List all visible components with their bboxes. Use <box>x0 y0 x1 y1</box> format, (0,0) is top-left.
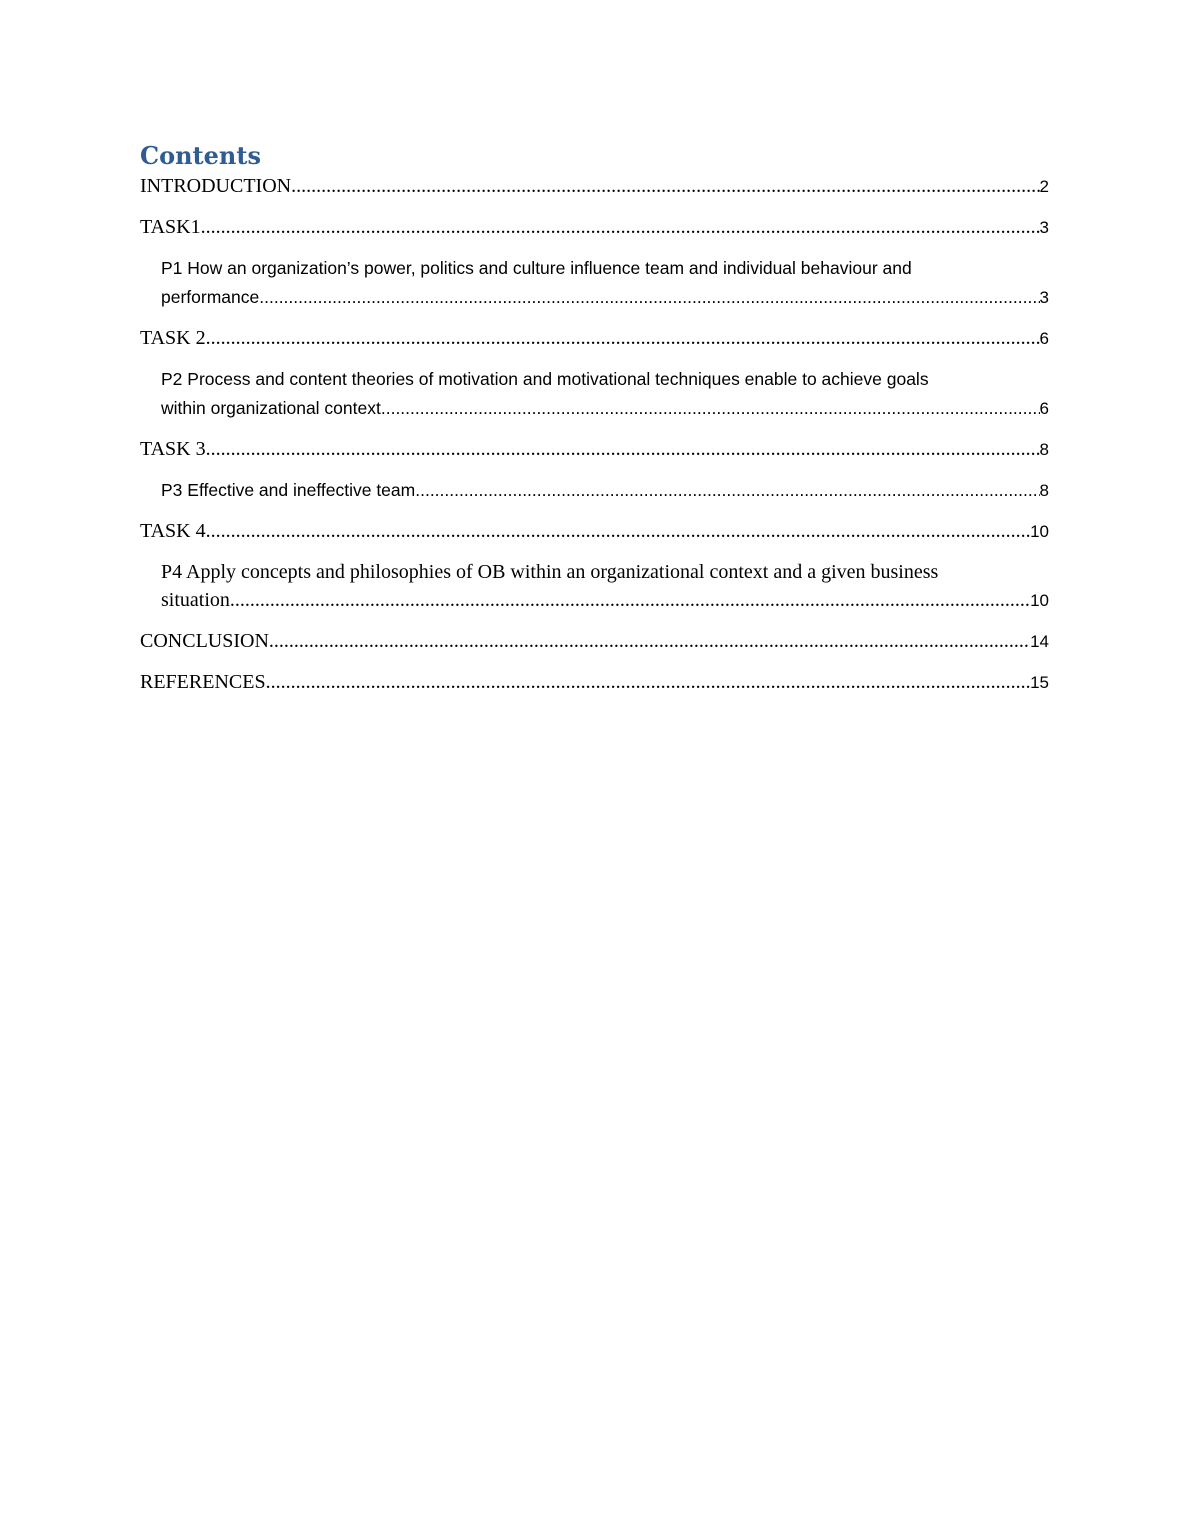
dot-leader <box>291 172 1039 200</box>
dot-leader <box>230 586 1030 614</box>
dot-leader <box>415 476 1039 505</box>
toc-entry-title: TASK 3 <box>140 438 206 460</box>
toc-entry-introduction[interactable] <box>140 172 1049 201</box>
toc-entry-title: TASK 4 <box>140 520 206 542</box>
toc-entry-p4[interactable] <box>161 558 1049 615</box>
dot-leader <box>269 627 1030 655</box>
dot-leader <box>259 283 1039 312</box>
toc-entry-task1[interactable] <box>140 213 1049 242</box>
toc-entry-title-line1: P1 How an organization’s power, politics and culture influence team and individual behaviour and <box>161 258 912 278</box>
toc-page-number: 10 <box>1030 591 1049 610</box>
toc-entry-task3[interactable] <box>140 435 1049 464</box>
toc-page-number: 8 <box>1039 440 1049 459</box>
toc-entry-title: REFERENCES <box>140 671 266 693</box>
toc-page-number: 2 <box>1039 177 1049 196</box>
toc-entry-references[interactable] <box>140 668 1049 697</box>
toc-page-number: 8 <box>1039 481 1049 500</box>
toc-page-number: 15 <box>1030 673 1049 692</box>
toc-page-number: 10 <box>1030 522 1049 541</box>
toc-page-number: 6 <box>1039 399 1049 418</box>
toc-entry-title: TASK1 <box>140 216 201 238</box>
toc-entry-title-line2: performance <box>161 287 260 307</box>
toc-page-number: 3 <box>1039 218 1049 237</box>
dot-leader <box>206 517 1030 545</box>
dot-leader <box>206 324 1040 352</box>
toc-heading: Contents <box>140 141 261 170</box>
toc-entry-title: INTRODUCTION <box>140 175 292 197</box>
toc-page-number: 3 <box>1039 288 1049 307</box>
toc-entry-task4[interactable] <box>140 517 1049 546</box>
toc-entry-title-line2: situation <box>161 589 230 611</box>
toc-entry-task2[interactable] <box>140 324 1049 353</box>
toc-page-number: 14 <box>1030 632 1049 651</box>
toc-entry-title-line1: P4 Apply concepts and philosophies of OB within an organizational context and a given business <box>161 561 939 583</box>
dot-leader <box>266 668 1031 696</box>
toc-entry-title: P3 Effective and ineffective team <box>161 480 416 500</box>
toc-entry-title-line2: within organizational context <box>161 398 381 418</box>
dot-leader <box>381 394 1040 423</box>
dot-leader <box>201 213 1040 241</box>
toc-entry-title-line1: P2 Process and content theories of motivation and motivational techniques enable to achieve goals <box>161 369 929 389</box>
dot-leader <box>206 435 1040 463</box>
toc-list <box>140 172 1049 697</box>
toc-page-number: 6 <box>1039 329 1049 348</box>
toc-entry-title: CONCLUSION <box>140 630 269 652</box>
toc-entry-conclusion[interactable] <box>140 627 1049 656</box>
toc-entry-p1[interactable] <box>161 254 1049 312</box>
toc-entry-p2[interactable] <box>161 365 1049 423</box>
toc-entry-title: TASK 2 <box>140 327 206 349</box>
toc-entry-p3[interactable] <box>161 476 1049 505</box>
document-page <box>140 138 1049 709</box>
